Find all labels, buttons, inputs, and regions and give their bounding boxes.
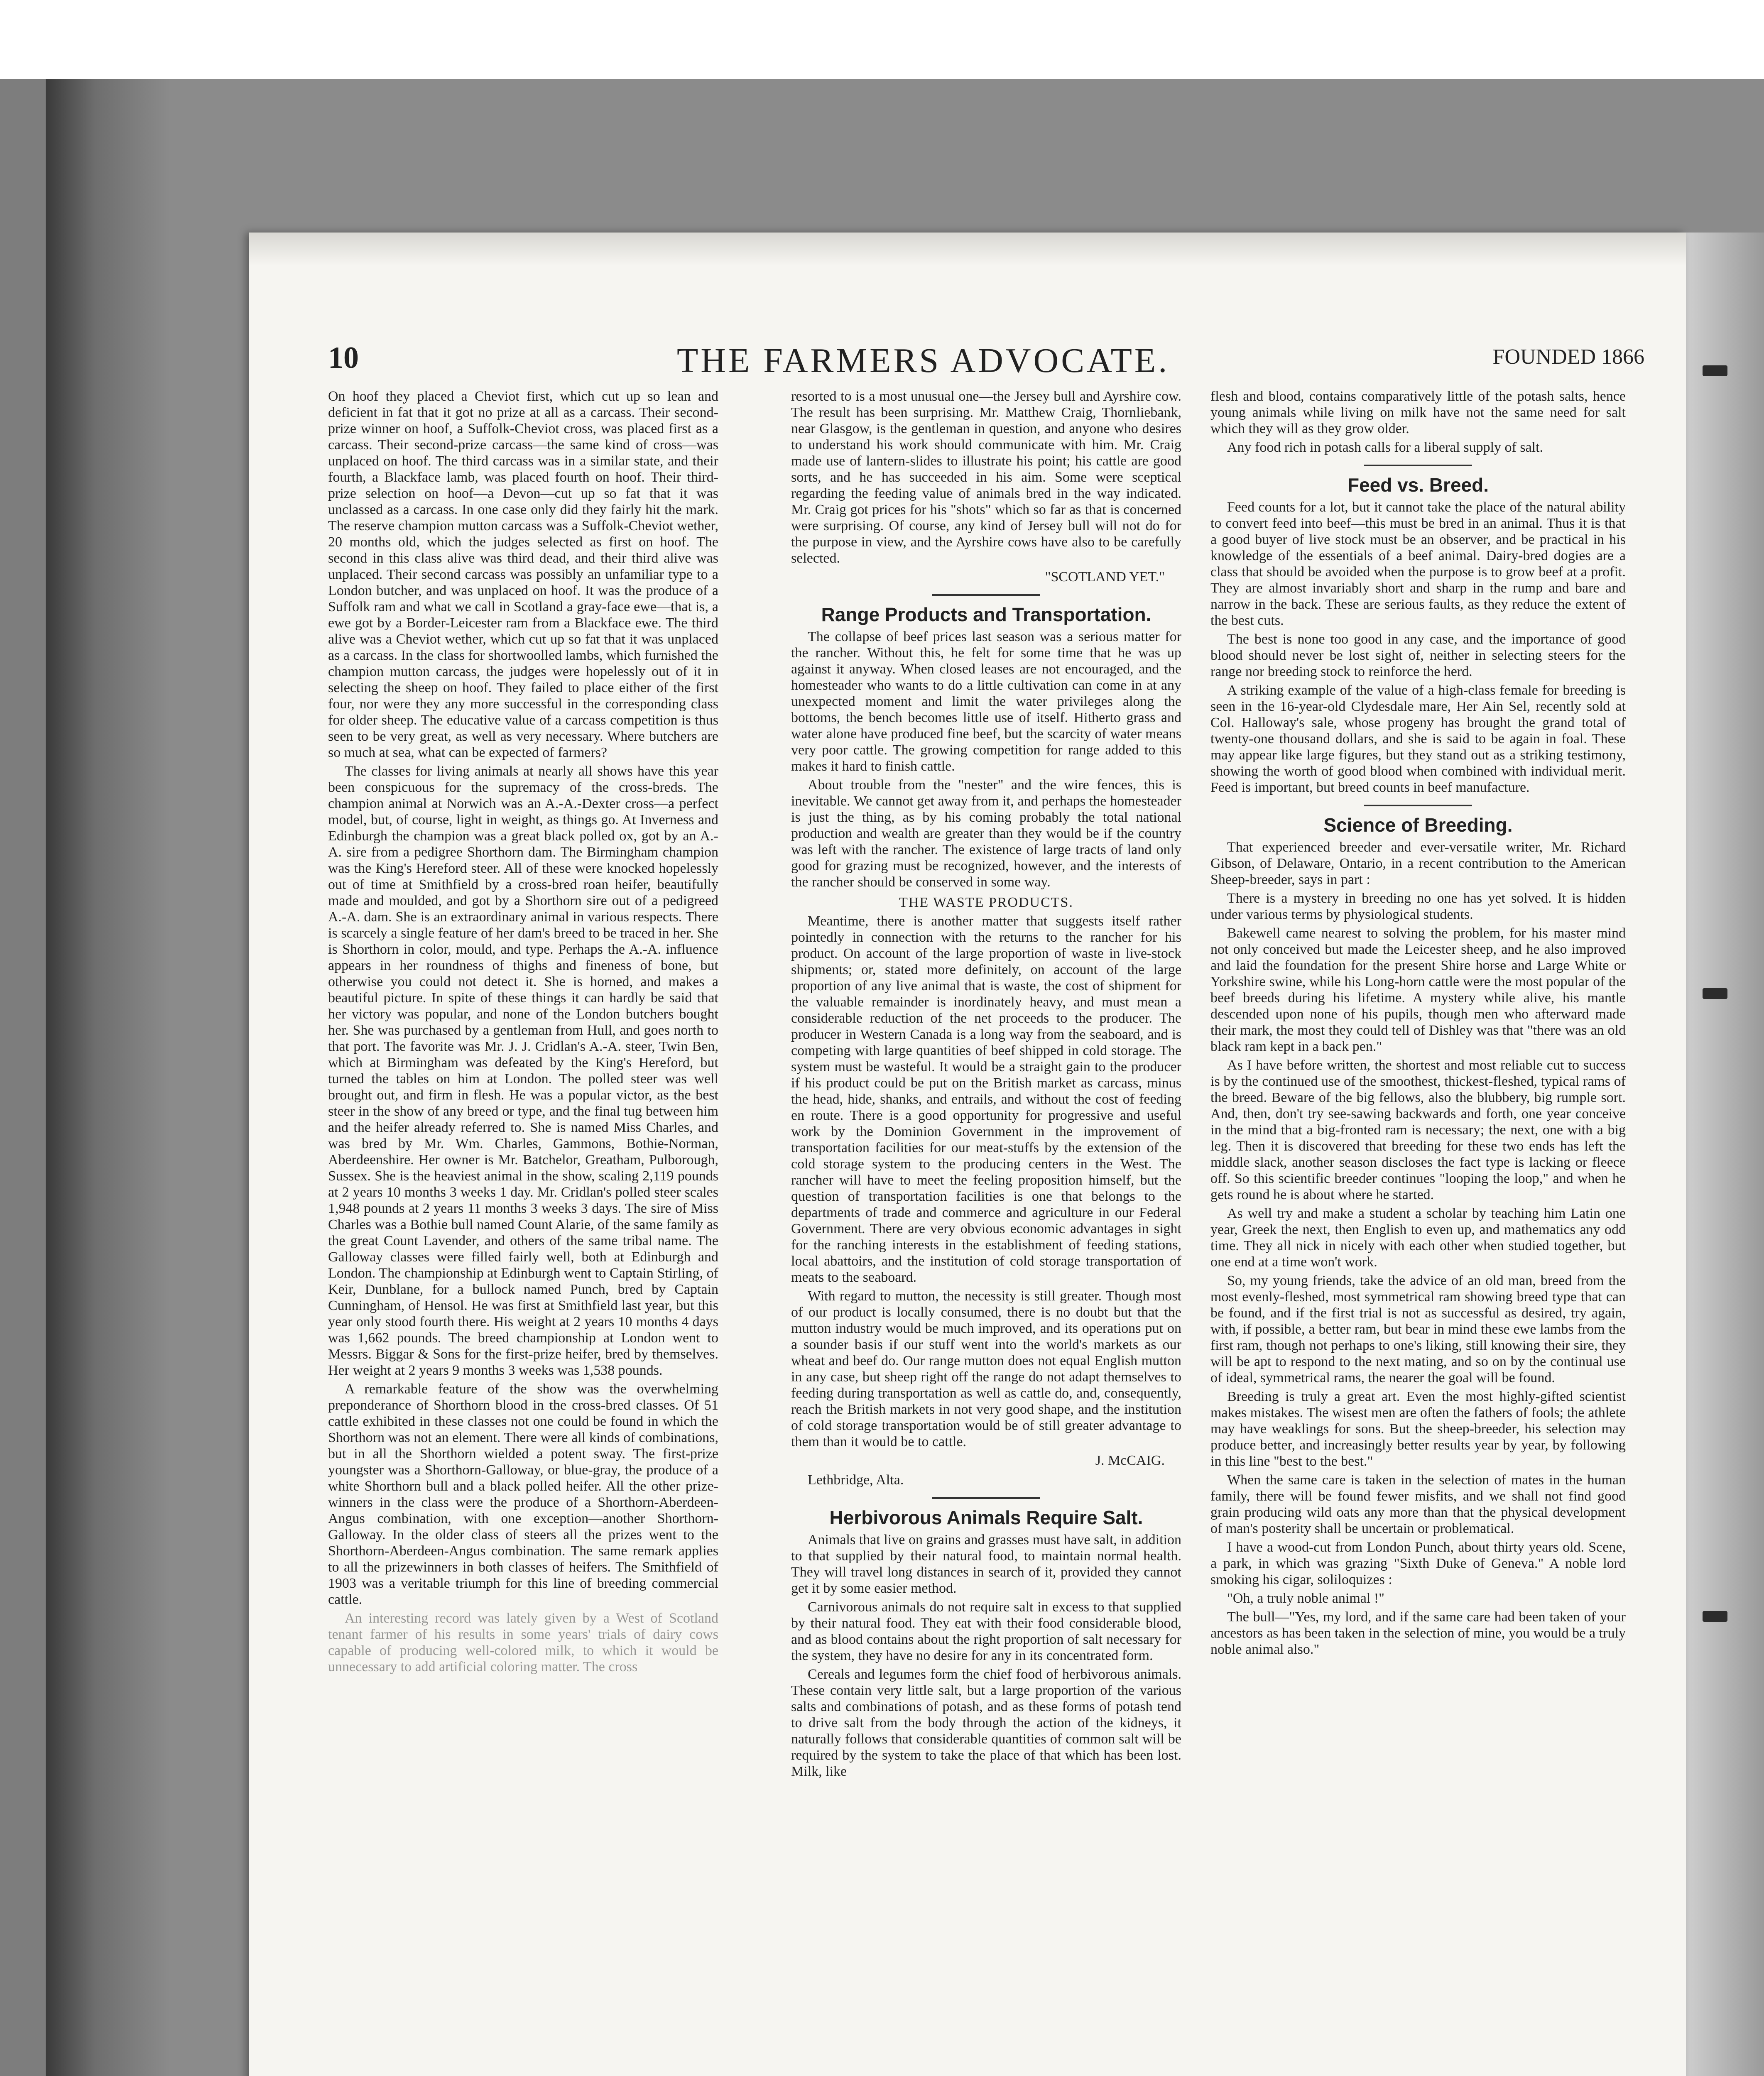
section-heading-range-products: Range Products and Transportation. [821, 604, 1152, 625]
page-right-edge [1686, 233, 1764, 2076]
article-paragraph: Cereals and legumes form the chief food of herbivorous animals. These contain very little salt, but a large proportion of the various salts and combinations of potash, and as these forms of potash tend to drive salt from the body through the action of the kidneys, it naturally follows that considerable quantities of common salt will be required by the system to take the place of that which has been lost. Milk, like [791, 1667, 1181, 1779]
binding-mark [1703, 365, 1727, 376]
article-paragraph: As I have before written, the shortest and most reliable cut to success is by the continued use of the smoothest, thickest-fleshed, typical rams of the breed. Beware of the big fellows, also the blubbery, big rumple sort. And, then, don't try see-sawing backwards and forth, one year conceive in the mind that a big-fronted ram is necessary; the next, one with a big leg. Then it is discovered that breeding for these two ends has left the middle slack, another season discloses the fact type is lacking or fleece off. So this scientific breeder continues "looping the loop," and when he gets round he is about where he started. [1210, 1058, 1626, 1202]
article-paragraph: I have a wood-cut from London Punch, about thirty years old. Scene, a park, in which was grazing "Sixth Duke of Geneva." A noble lord smoking his cigar, soliloquizes : [1210, 1540, 1626, 1587]
faded-paragraph: An interesting record was lately given by a West of Scotland tenant farmer of his results in some years' trials of dairy cows capable of producing well-colored milk, to which it would be unnecessary to add artificial coloring matter. The cross [328, 1611, 718, 1675]
column-2 [791, 388, 1181, 2076]
article-paragraph: "Oh, a truly noble animal !" [1227, 1591, 1384, 1606]
article-signature: "SCOTLAND YET." [1045, 569, 1165, 585]
section-divider [932, 1497, 1040, 1499]
scanner-margin-top [0, 0, 1764, 79]
article-paragraph: The bull—"Yes, my lord, and if the same care had been taken of your ancestors as has been taken in the selection of mine, you would be a truly noble animal also." [1210, 1609, 1626, 1657]
section-heading-salt: Herbivorous Animals Require Salt. [829, 1507, 1143, 1528]
binding-mark [1703, 1611, 1727, 1622]
section-heading-science-of-breeding: Science of Breeding. [1323, 814, 1513, 836]
article-paragraph: flesh and blood, contains comparatively little of the potash salts, hence young animals while living on milk have not the same need for salt which they will as they grow older. [1210, 389, 1626, 436]
article-paragraph: There is a mystery in breeding no one has yet solved. It is hidden under various terms by physiological students. [1210, 891, 1626, 922]
section-divider [1364, 465, 1472, 466]
article-signature: J. McCAIG. [1095, 1453, 1165, 1468]
article-paragraph: Meantime, there is another matter that suggests itself rather pointedly in connection with the returns to the rancher for his product. On account of the large proportion of waste in live-stock shipments; or, stated more definitely, on account of the large proportion of any live animal that is waste, the cost of shipment for the valuable remainder is inordinately heavy, and must mean a considerable reduction of the net proceeds to the producer. The producer in Western Canada is a long way from the seaboard, and is competing with large quantities of beef shipped in cold storage. The system must be wasteful. It would be a straight gain to the producer if his product could be put on the British market as carcass, minus the head, hide, shanks, and entrails, and without the cost of feeding en route. There is a good opportunity for progressive and useful work by the Dominion Government in the improvement of transportation facilities for our meat-stuffs by the extension of the cold storage system to the producing centers in the West. The rancher will have to meet the feeling proposition himself, but the question of transportation facilities is one that belongs to the departments of trade and commerce and agriculture in our Federal Government. There are very obvious economic advantages in sight for the ranching interests in the establishment of feeding stations, local abattoirs, and the institution of cold storage transportation of meats to the seaboard. [791, 913, 1181, 1285]
page-header [328, 340, 1644, 390]
article-paragraph: So, my young friends, take the advice of an old man, breed from the most evenly-fleshed, most symmetrical ram showing breed type that can be found, and if the first trial is not as successful as desired, try again, with, if possible, a better ram, but bear in mind these ewe lambs from the first ram, though not perhaps to one's liking, still knowing their sire, they will be apt to respond to the next mating, and so on by the continual use of ideal, symmetrical rams, the nearer the goal will be found. [1210, 1273, 1626, 1386]
article-place: Lethbridge, Alta. [808, 1472, 904, 1488]
column-1 [328, 388, 718, 2076]
article-paragraph: resorted to is a most unusual one—the Jersey bull and Ayrshire cow. The result has been surprising. Mr. Matthew Craig, Thornliebank, near Glasgow, is the gentleman in question, and anyone who desires to understand his work should communicate with him. Mr. Craig made use of lantern-slides to illustrate his point; his cattle are good sorts, and he has succeeded in his aim. Some were sceptical regarding the feeding value of animals bred in the way indicated. Mr. Craig got prices for his "shots" which so far as that is concerned were surprising. Of course, any kind of Jersey bull will not do for the purpose in view, and the Ayrshire cows have also to be carefully selected. [791, 389, 1181, 566]
column-3 [1210, 388, 1626, 2076]
article-paragraph: That experienced breeder and ever-versatile writer, Mr. Richard Gibson, of Delaware, Ontario, in a recent contribution to the American Sheep-breeder, says in part : [1210, 840, 1626, 887]
article-paragraph: Any food rich in potash calls for a liberal supply of salt. [1227, 440, 1544, 455]
article-paragraph: About trouble from the "nester" and the wire fences, this is inevitable. We cannot get away from it, and perhaps the homesteader is just the thing, as by his coming probably the total national production and wealth are greater than they would be if the country was left with the rancher. The existence of large tracts of land only good for grazing must be recognized, however, and the interests of the rancher should be conserved in some way. [791, 777, 1181, 890]
article-paragraph: On hoof they placed a Cheviot first, which cut up so lean and deficient in fat that it got no prize at all as a carcass. Their second-prize winner on hoof, a Suffolk-Cheviot cross, was placed first as a carcass. Their second-prize carcass—the same kind of cross—was unplaced on hoof. The third carcass was in a similar state, and their fourth, a Blackface lamb, was placed fourth on hoof. Their third-prize selection on hoof—a Devon—cut up so fat that it was unclassed as a carcass. In one case only did they fairly hit the mark. The reserve champion mutton carcass was a Suffolk-Cheviot wether, 20 months old, which the judges selected as first on hoof. The second in this class alive was third dead, and their third alive was unplaced. Their second carcass was possibly an unfamiliar type to a London butcher, and was unplaced on hoof. It was the produce of a Suffolk ram and what we call in Scotland a gray-face ewe—that is, a ewe got by a Border-Leicester ram from a Blackface ewe. The third alive was a Cheviot wether, which cut up so fat that it was unplaced as a carcass. In the class for shortwoolled lambs, which furnished the champion mutton carcass, the judges were hopelessly out of it in selecting the sheep on hoof. They failed to place either of the first four, nor were they any more successful in the corresponding class for older sheep. The educative value of a carcass competition is thus seen to be very great, as well as very necessary. Where butchers are so much at sea, what can be expected of farmers? [328, 389, 718, 760]
binding-mark [1703, 988, 1727, 999]
article-paragraph: Feed counts for a lot, but it cannot take the place of the natural ability to convert feed into beef—this must be bred in an animal. Thus it is that a good buyer of live stock must be an observer, and be practical in his knowledge of the essentials of a beef animal. Dairy-bred dogies are a class that should be avoided when the purpose is to grow beef at a profit. They are almost invariably short and sharp in the rump and bare and narrow in the back. These are serious faults, as they reduce the extent of the best cuts. [1210, 499, 1626, 628]
page-curl-shadow [249, 233, 1686, 266]
article-paragraph: Animals that live on grains and grasses must have salt, in addition to that supplied by their natural food, to maintain normal health. They will travel long distances in search of it, provided they cannot get it by some easier method. [791, 1532, 1181, 1596]
article-paragraph: When the same care is taken in the selection of mates in the human family, there will be found fewer misfits, and we shall not find good grain producing wild oats any more than that the physical development of man's posterity shall be uncertain or problematical. [1210, 1472, 1626, 1536]
section-divider [1364, 805, 1472, 806]
article-paragraph: The collapse of beef prices last season was a serious matter for the rancher. Without this, he felt for some time that he was up against it anyway. When closed leases are not encouraged, and the homesteader who wants to do a little cultivation can come in at any unexpected moment and limit the water privileges along the bottoms, the bench becomes little use of itself. Hitherto grass and water alone have produced fine beef, but the scarcity of water means very poor cattle. The growing competition for range added to this makes it hard to finish cattle. [791, 629, 1181, 774]
article-paragraph: Breeding is truly a great art. Even the most highly-gifted scientist makes mistakes. The wisest men are often the fathers of fools; the athlete may have weaklings for sons. But the sheep-breeder, his selection may produce better, and increasingly better results year by year, by following in this line "best to the best." [1210, 1389, 1626, 1469]
subheading-waste-products: THE WASTE PRODUCTS. [899, 895, 1073, 910]
article-paragraph: Carnivorous animals do not require salt in excess to that supplied by their natural food. They eat with their food considerable blood, and as blood contains about the right proportion of salt necessary for the system, they have no desire for any in its concentrated form. [791, 1599, 1181, 1663]
article-paragraph: A remarkable feature of the show was the overwhelming preponderance of Shorthorn blood in the cross-bred classes. Of 51 cattle exhibited in these classes not one could be found in which the Shorthorn was not an element. There were all kinds of combinations, but in all the Shorthorn wielded a potent sway. The first-prize youngster was a Shorthorn-Galloway, or blue-gray, the produce of a white Shorthorn bull and a black polled heifer. All the other prize-winners in the class were the produce of a Shorthorn-Aberdeen-Angus combination, with one exception—another Shorthorn-Galloway. In the older class of steers all the prizes went to the Shorthorn-Aberdeen-Angus combination. The same remark applies to all the prizewinners in both classes of heifers. The Smithfield of 1903 was a veritable triumph for this line of breeding commercial cattle. [328, 1381, 718, 1607]
section-heading-feed-vs-breed: Feed vs. Breed. [1347, 474, 1489, 496]
article-paragraph: A striking example of the value of a high-class female for breeding is seen in the 16-year-old Clydesdale mare, Her Ain Sel, recently sold at Col. Halloway's sale, whose progeny has brought the grand total of twenty-one thousand dollars, and she is said to be again in foal. These may appear like large figures, but they stand out as a striking testimony, showing the worth of good blood when combined with individual merit. Feed is important, but breed counts in beef manufacture. [1210, 683, 1626, 795]
article-paragraph: With regard to mutton, the necessity is still greater. Though most of our product is locally consumed, there is no doubt but that the mutton industry would be much improved, and its operations put on a sounder basis if our stuff went into the world's markets as our wheat and beef do. Our range mutton does not equal English mutton in any case, but sheep right off the range do not adapt themselves to feeding during transportation as well as cattle do, and, consequently, reach the British markets in not very good shape, and the institution of cold storage transportation would be of still greater advantage to them than it would be to cattle. [791, 1288, 1181, 1449]
section-divider [932, 594, 1040, 596]
article-paragraph: The classes for living animals at nearly all shows have this year been conspicuous for the supremacy of the cross-breds. The champion animal at Norwich was an A.-A.-Dexter cross—a perfect model, but, of course, light in weight, as things go. At Inverness and Edinburgh the champion was a great black polled ox, got by an A.-A. sire from a pedigree Shorthorn dam. The Birmingham champion was the King's Hereford steer. All of these were knocked hopelessly out of time at Smithfield by a cross-bred roan heifer, beautifully made and moulded, and got by a Shorthorn sire out of a pedigreed A.-A. dam. She is an extraordinary animal in various respects. There is scarcely a single feature of her dam's breed to be traced in her. She is Shorthorn in color, mould, and type. Perhaps the A.-A. influence appears in her roundness of thighs and fineness of bone, but otherwise you could not detect it. She is horned, and makes a beautiful picture. In spite of these things it can hardly be said that her victory was popular, and none of the London butchers bought her. She was purchased by a gentleman from Hull, and goes north to that port. The favorite was Mr. J. J. Cridlan's A.-A. steer, Twin Ben, which at Birmingham was defeated by the King's Hereford, but turned the tables on him at London. The polled steer was well brought out, and firm in flesh. He was a popular victor, as the best steer in the show of any breed or type, and the final tug between him and the heifer already referred to. She is named Miss Charles, and was bred by Mr. Wm. Charles, Gammons, Bothie-Norman, Aberdeenshire. Her owner is Mr. Batchelor, Greatham, Pulborough, Sussex. She is the heaviest animal in the show, scaling 2,119 pounds at 2 years 10 months 3 weeks 1 day. Mr. Cridlan's polled steer scales 1,948 pounds at 2 years 11 months 3 weeks 3 days. The sire of Miss Charles was a Bothie bull named Count Alarie, of the same family as the great Count Lavender, and others of the same tribal name. The Galloway classes were filled fairly well, both at Edinburgh and London. The championship at Edinburgh went to Captain Stirling, of Keir, Dunblane, for a bullock named Punch, bred by Captain Cunningham, of Hensol. He was first at Smithfield last year, but this year only stood fourth there. His weight at 2 years 10 months 4 days was 1,662 pounds. The breed championship at London went to Messrs. Biggar & Sons for the first-prize heifer, bred by themselves. Her weight at 2 years 9 months 3 weeks was 1,538 pounds. [328, 764, 718, 1378]
page-number: 10 [328, 341, 359, 375]
article-paragraph: As well try and make a student a scholar by teaching him Latin one year, Greek the next, then English to even up, and mathematics any odd time. They all nick in nicely with each other when studied together, but one end at a time won't work. [1210, 1206, 1626, 1270]
masthead: THE FARMERS ADVOCATE. [677, 341, 1170, 380]
founded-year: FOUNDED 1866 [1492, 345, 1644, 369]
article-paragraph: Bakewell came nearest to solving the problem, for his master mind not only conceived but made the Leicester sheep, and he also improved and laid the foundation for the present Shire horse and Large White or Yorkshire swine, while his Long-horn cattle were the most popular of the beef breeds during his lifetime. A mystery while alive, his mantle descended upon none of his pupils, though men who afterward made their mark, the most they could tell of Dishley was that "there was an old black ram kept in a back pen." [1210, 925, 1626, 1054]
article-paragraph: The best is none too good in any case, and the importance of good blood should never be lost sight of, neither in selecting steers for the range nor breeding stock to reinforce the herd. [1210, 632, 1626, 679]
